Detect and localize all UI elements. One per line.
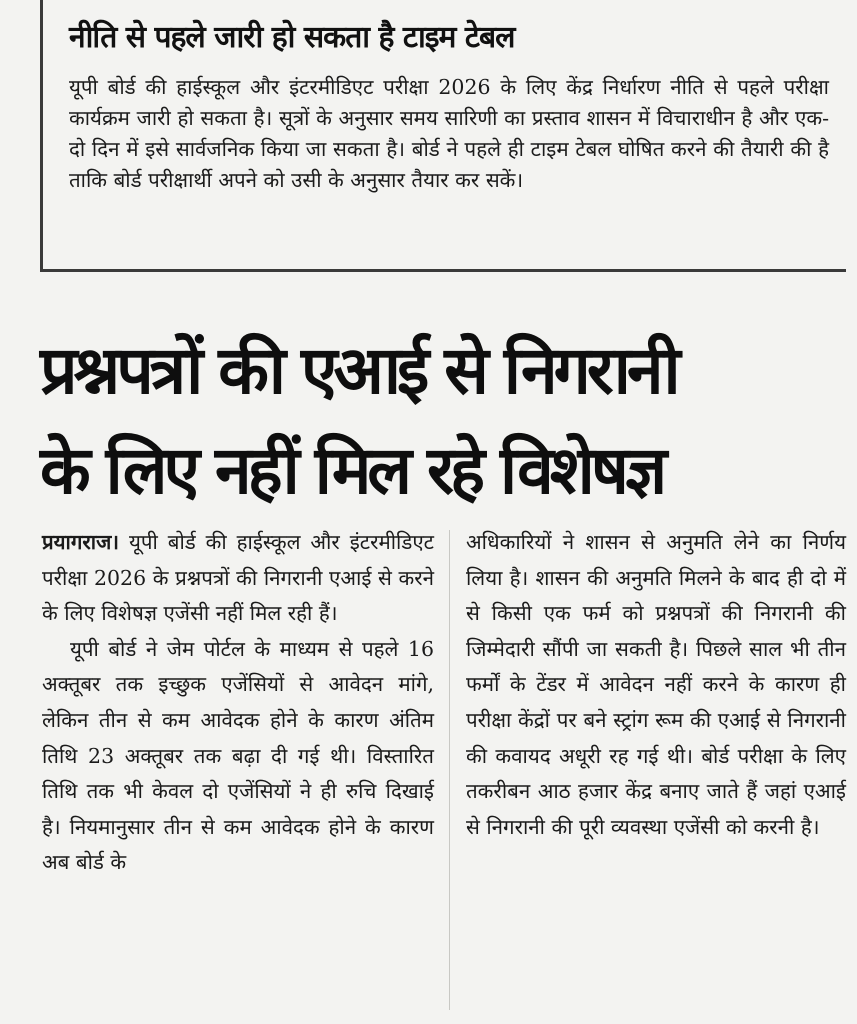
- article-column-left: [42, 525, 434, 881]
- brief-heading: नीति से पहले जारी हो सकता है टाइम टेबल: [69, 20, 515, 55]
- article-paragraph-2: यूपी बोर्ड ने जेम पोर्टल के माध्यम से पहले 16 अक्तूबर तक इच्छुक एजेंसियों से आवेदन मांगे, लेकिन तीन से कम आवेदक होने के कारण अंतिम तिथि 23 अक्तूबर तक बढ़ा दी गई थी। विस्तारित तिथि तक भी केवल दो एजेंसियों ने ही रुचि दिखाई है। नियमानुसार तीन से कम आवेदक होने के कारण अब बोर्ड के: [42, 636, 434, 875]
- brief-box: [40, 0, 846, 272]
- headline-line-2: के लिए नहीं मिल रहे विशेषज्ञ: [40, 432, 664, 510]
- main-headline: [40, 321, 845, 521]
- brief-body: यूपी बोर्ड की हाईस्कूल और इंटरमीडिएट परीक्षा 2026 के लिए केंद्र निर्धारण नीति से पहले परीक्षा कार्यक्रम जारी हो सकता है। सूत्रों के अनुसार समय सारिणी का प्रस्ताव शासन में विचाराधीन है और एक-दो दिन में इसे सार्वजनिक किया जा सकता है। बोर्ड ने पहले ही टाइम टेबल घोषित करने की तैयारी की है ताकि बोर्ड परीक्षार्थी अपने को उसी के अनुसार तैयार कर सकें।: [69, 75, 829, 192]
- article-column-right: [466, 525, 846, 845]
- article-paragraph-3: अधिकारियों ने शासन से अनुमति लेने का निर्णय लिया है। शासन की अनुमति मिलने के बाद ही दो में से किसी एक फर्म को प्रश्नपत्रों की निगरानी की जिम्मेदारी सौंपी जा सकती है। पिछले साल भी तीन फर्मों के टेंडर में आवेदन नहीं करने के कारण ही परीक्षा केंद्रों पर बने स्ट्रांग रूम की एआई से निगरानी की कवायद अधूरी रह गई थी। बोर्ड परीक्षा के लिए तकरीबन आठ हजार केंद्र बनाए जाते हैं जहां एआई से निगरानी की पूरी व्यवस्था एजेंसी को करनी है।: [466, 530, 846, 839]
- headline-line-1: प्रश्नपत्रों की एआई से निगरानी: [40, 332, 677, 410]
- article-paragraph-1: [42, 525, 434, 632]
- paragraph-1-text: यूपी बोर्ड की हाईस्कूल और इंटरमीडिएट परीक्षा 2026 के प्रश्नपत्रों की निगरानी एआई से करने के लिए विशेषज्ञ एजेंसी नहीं मिल रही हैं।: [42, 530, 434, 626]
- dateline: प्रयागराज।: [42, 530, 120, 554]
- column-divider: [449, 530, 450, 1010]
